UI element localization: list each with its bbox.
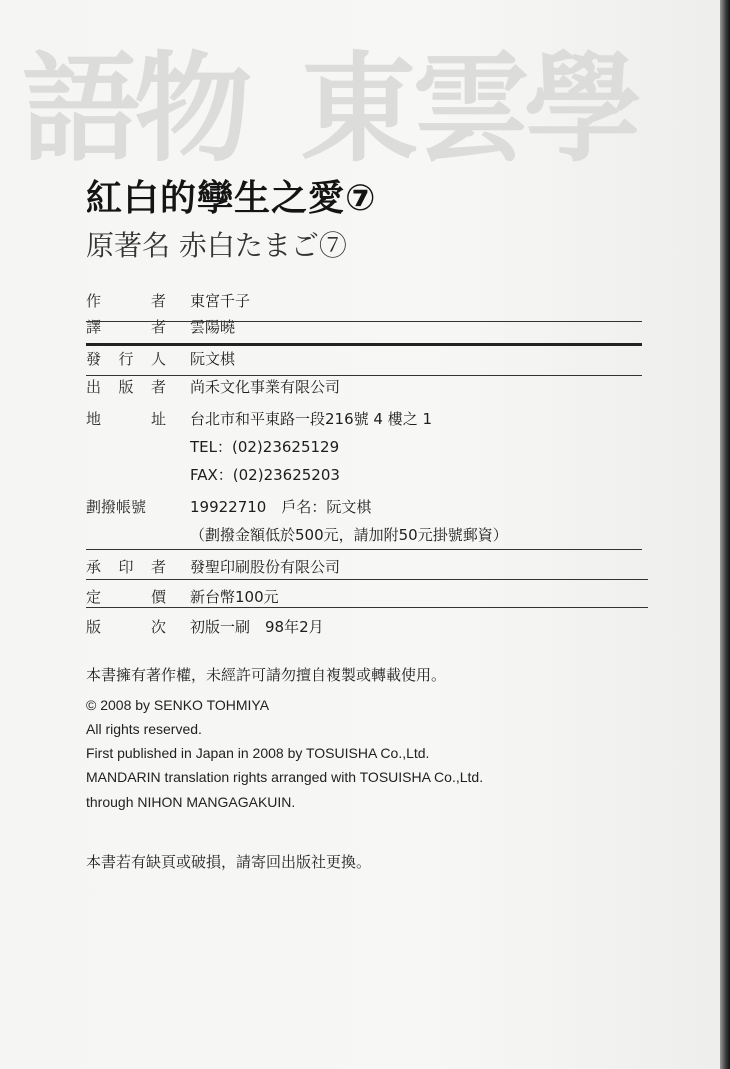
credit-label-char: 地 — [86, 410, 102, 428]
credit-label — [86, 374, 166, 400]
divider — [86, 321, 642, 322]
credit-label-char: 發 — [86, 350, 102, 368]
credit-label — [86, 494, 166, 520]
credit-label-char: 次 — [150, 618, 166, 636]
divider-thick — [86, 343, 642, 346]
credit-label — [86, 288, 166, 314]
background-watermark-left: 語物 — [22, 39, 247, 178]
credit-label-char: 承 — [86, 558, 102, 576]
credit-value: 台北市和平東路一段216號 4 樓之 1 — [190, 410, 433, 428]
credit-label — [86, 614, 166, 640]
rights-line: © 2008 by SENKO TOHMIYA — [86, 697, 270, 713]
credit-label — [86, 314, 166, 340]
divider — [86, 375, 642, 376]
credit-label-char: 版 — [86, 618, 102, 636]
credit-value: FAX：(02)23625203 — [190, 466, 340, 484]
divider — [86, 607, 648, 608]
book-spine-edge — [720, 0, 730, 1069]
credit-label-char: 作 — [86, 292, 102, 310]
background-watermark-right: 東雲學 — [300, 39, 637, 178]
divider — [86, 549, 642, 550]
credit-label-char: 譯 — [86, 318, 102, 336]
credit-value: 阮文棋 — [190, 350, 236, 368]
credit-value: 初版一刷 98年2月 — [190, 618, 324, 636]
credit-label — [86, 406, 166, 432]
credit-label-char: 印 — [118, 558, 134, 576]
credit-label-char: 人 — [150, 350, 166, 368]
credit-value: TEL：(02)23625129 — [190, 438, 340, 456]
credit-value: 新台幣100元 — [190, 588, 279, 606]
original-title: 原著名 赤白たまご⑦ — [86, 229, 347, 262]
credit-label-char: 版 — [118, 378, 134, 396]
credit-value: 19922710 戶名：阮文棋 — [190, 498, 372, 516]
credit-label-char: 者 — [150, 558, 166, 576]
copyright-notice: 本書擁有著作權，未經許可請勿擅自複製或轉載使用。 — [86, 666, 447, 684]
credit-value: 尚禾文化事業有限公司 — [190, 378, 341, 396]
credit-label-char: 價 — [150, 588, 166, 606]
credit-label — [86, 554, 166, 580]
credit-label-char: 者 — [150, 318, 166, 336]
credit-label-char: 定 — [86, 588, 102, 606]
credit-label-char: 址 — [150, 410, 166, 428]
rights-line: All rights reserved. — [86, 721, 202, 737]
credit-label-char: 劃撥帳號 — [86, 498, 147, 516]
rights-line: First published in Japan in 2008 by TOSUISHA Co.,Ltd. — [86, 745, 430, 761]
defect-notice: 本書若有缺頁或破損，請寄回出版社更換。 — [86, 853, 372, 871]
credit-value: 雲陽曉 — [190, 318, 236, 336]
credit-label — [86, 346, 166, 372]
credit-value: 發聖印刷股份有限公司 — [190, 558, 341, 576]
credit-value: （劃撥金額低於500元，請加附50元掛號郵資） — [190, 526, 508, 544]
rights-line: through NIHON MANGAGAKUIN. — [86, 794, 296, 810]
credit-label-char: 行 — [118, 350, 134, 368]
credit-value: 東宮千子 — [190, 292, 251, 310]
credit-label-char: 者 — [150, 378, 166, 396]
rights-line: MANDARIN translation rights arranged with TOSUISHA Co.,Ltd. — [86, 769, 484, 785]
credit-label-char: 者 — [150, 292, 166, 310]
credit-label-char: 出 — [86, 378, 102, 396]
book-title: 紅白的孿生之愛⑦ — [86, 178, 377, 219]
divider — [86, 579, 648, 580]
